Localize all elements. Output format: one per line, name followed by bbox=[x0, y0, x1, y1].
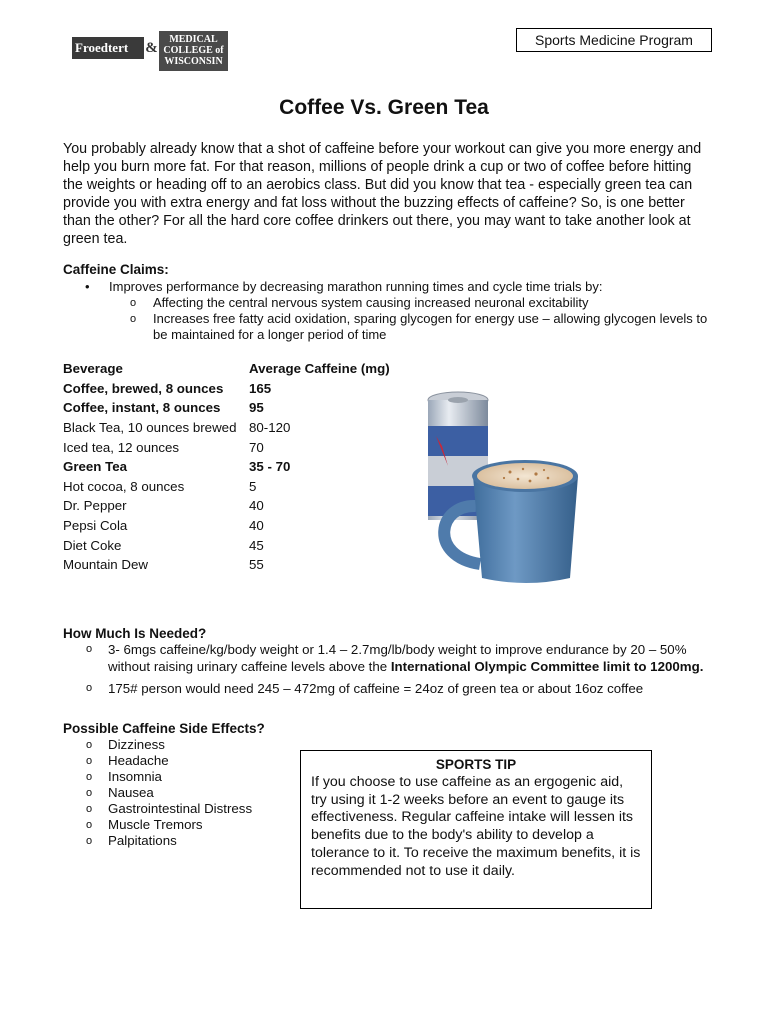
circle-bullet-icon: o bbox=[86, 803, 93, 815]
list-item: o Dizziness bbox=[86, 737, 165, 752]
caffeine-mg: 35 - 70 bbox=[249, 459, 291, 475]
intro-paragraph: You probably already know that a shot of caffeine before your workout can give you more energy and help you burn more fat. For that reason, millions of people drink a cup or two of coffee before hitting the weights or heading off to an aerobics class. But did you know that tea - especially green tea can provide you with extra energy and fat loss without the buzzing effects of caffeine? So, is one better than the other? For all the hard core coffee drinkers out there, you may want to take another look at green tea. bbox=[63, 141, 702, 247]
beverage-name: Mountain Dew bbox=[63, 557, 148, 573]
beverage-name: Pepsi Cola bbox=[63, 518, 128, 534]
list-item: o Muscle Tremors bbox=[86, 817, 203, 832]
beverage-name: Green Tea bbox=[63, 459, 128, 475]
caffeine-mg: 55 bbox=[249, 557, 264, 573]
list-item: o Gastrointestinal Distress bbox=[86, 801, 253, 816]
caffeine-mg: 80-120 bbox=[249, 420, 291, 436]
beverage-name: Hot cocoa, 8 ounces bbox=[63, 478, 185, 494]
beverage-name: Coffee, brewed, 8 ounces bbox=[63, 380, 224, 396]
list-item: o Increases free fatty acid oxidation, sparing glycogen for energy use – allowing glycogen levels to be maintained for a longer period of time bbox=[130, 311, 708, 342]
list-item: o Nausea bbox=[86, 785, 154, 800]
caffeine-mg: 5 bbox=[249, 478, 257, 494]
caffeine-mg: 70 bbox=[249, 439, 264, 455]
claims-heading: Caffeine Claims: bbox=[63, 262, 169, 277]
caffeine-mg: 95 bbox=[249, 400, 264, 416]
table-row bbox=[63, 496, 390, 516]
caffeine-mg: 165 bbox=[249, 380, 272, 396]
beverage-name: Diet Coke bbox=[63, 537, 122, 553]
circle-bullet-icon: o bbox=[86, 787, 93, 799]
logo-ampersand: & bbox=[144, 37, 159, 59]
coffee-mug-and-energy-can-image bbox=[418, 386, 588, 586]
list-item: o 175# person would need 245 – 472mg of caffeine = 24oz of green tea or about 16oz coffee bbox=[86, 681, 644, 696]
beverage-name: Iced tea, 12 ounces bbox=[63, 439, 180, 455]
needed-heading: How Much Is Needed? bbox=[63, 626, 207, 641]
logo bbox=[72, 31, 228, 71]
caffeine-mg: 45 bbox=[249, 537, 264, 553]
circle-bullet-icon: o bbox=[86, 835, 93, 847]
table-row bbox=[63, 437, 390, 457]
beverage-name: Coffee, instant, 8 ounces bbox=[63, 400, 221, 416]
sports-tip-box bbox=[300, 750, 652, 909]
caffeine-table bbox=[63, 359, 390, 575]
beverage-name: Dr. Pepper bbox=[63, 498, 127, 514]
circle-bullet-icon: o bbox=[130, 297, 137, 309]
table-row bbox=[63, 477, 390, 497]
list-item: o Headache bbox=[86, 753, 169, 768]
beverage-name: Black Tea, 10 ounces brewed bbox=[63, 420, 237, 436]
list-item: o Insomnia bbox=[86, 769, 162, 784]
sports-tip-title: SPORTS TIP bbox=[435, 757, 517, 772]
table-row bbox=[63, 457, 390, 477]
sports-tip-body: If you choose to use caffeine as an ergogenic aid, try using it 1-2 weeks before an event to gauge its effectiveness. Regular caffeine intake will lessen its benefits due to the body's ability to develop a tolerance to it. To receive the maximum benefits, it is recommended not to use it daily. bbox=[311, 774, 641, 879]
list-item: • Improves performance by decreasing marathon running times and cycle time trials by: bbox=[85, 279, 603, 294]
table-header bbox=[63, 359, 390, 379]
circle-bullet-icon: o bbox=[130, 313, 137, 325]
column-header-beverage: Beverage bbox=[63, 361, 123, 377]
table-row bbox=[63, 418, 390, 438]
list-item: o 3- 6mgs caffeine/kg/body weight or 1.4 – 2.7mg/lb/body weight to improve endurance by 20 – 50% without raising urinary caffeine levels above the International Olympic Committee limit to 1200mg. bbox=[86, 642, 704, 674]
caffeine-mg: 40 bbox=[249, 498, 264, 514]
table-row bbox=[63, 555, 390, 575]
caffeine-mg: 40 bbox=[249, 518, 264, 534]
list-item: o Palpitations bbox=[86, 833, 177, 848]
circle-bullet-icon: o bbox=[86, 771, 93, 783]
table-row bbox=[63, 535, 390, 555]
logo-medical-college: MEDICAL COLLEGE of WISCONSIN bbox=[159, 31, 228, 71]
program-label: Sports Medicine Program bbox=[516, 28, 712, 52]
bullet-icon: • bbox=[85, 279, 90, 294]
column-header-caffeine: Average Caffeine (mg) bbox=[249, 361, 390, 377]
circle-bullet-icon: o bbox=[86, 682, 93, 694]
page-title: Coffee Vs. Green Tea bbox=[279, 96, 489, 119]
needed-list bbox=[63, 641, 713, 697]
claims-list bbox=[63, 279, 713, 343]
circle-bullet-icon: o bbox=[86, 819, 93, 831]
side-effects-heading: Possible Caffeine Side Effects? bbox=[63, 721, 265, 736]
side-effects-list bbox=[63, 737, 283, 849]
table-row bbox=[63, 398, 390, 418]
logo-froedtert: Froedtert bbox=[72, 37, 144, 59]
circle-bullet-icon: o bbox=[86, 739, 93, 751]
list-item: o Affecting the central nervous system causing increased neuronal excitability bbox=[130, 295, 589, 310]
circle-bullet-icon: o bbox=[86, 755, 93, 767]
table-row bbox=[63, 379, 390, 399]
circle-bullet-icon: o bbox=[86, 643, 93, 655]
table-row bbox=[63, 516, 390, 536]
